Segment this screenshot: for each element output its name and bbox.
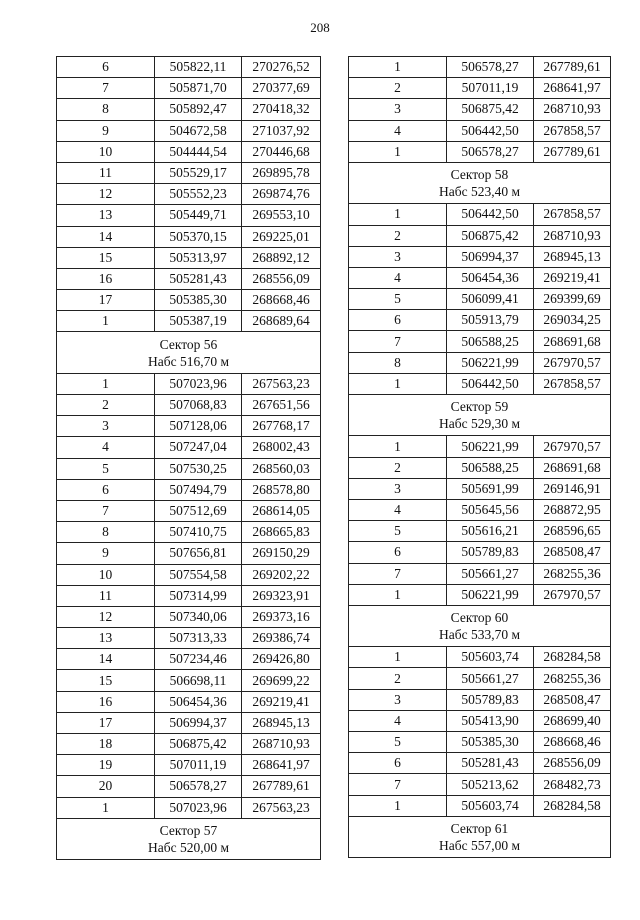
x-coordinate-cell: 506588,25 [447,457,534,478]
x-coordinate-cell: 506875,42 [155,734,242,755]
point-number-cell: 6 [349,542,447,563]
sector-title: Сектор 60 [450,610,509,626]
table-row [349,584,611,605]
point-number-cell: 14 [57,226,155,247]
point-number-cell: 3 [349,478,447,499]
table-row [57,500,321,521]
x-coordinate-cell: 507554,58 [155,564,242,585]
x-coordinate-cell: 506994,37 [447,246,534,267]
y-coordinate-cell: 270276,52 [242,57,321,78]
y-coordinate-cell: 268691,68 [534,331,611,352]
point-number-cell: 5 [57,458,155,479]
table-row [57,691,321,712]
x-coordinate-cell: 506588,25 [447,331,534,352]
y-coordinate-cell: 267563,23 [242,797,321,818]
table-row [349,457,611,478]
table-row [349,774,611,795]
y-coordinate-cell: 268641,97 [242,755,321,776]
x-coordinate-cell: 507314,99 [155,585,242,606]
table-row [57,373,321,394]
table-row [57,416,321,437]
point-number-cell: 3 [57,416,155,437]
sector-header-row [57,332,321,373]
sector-header [57,332,321,373]
table-row [349,310,611,331]
y-coordinate-cell: 269146,91 [534,478,611,499]
table-row [57,141,321,162]
point-number-cell: 3 [349,246,447,267]
table-row [57,755,321,776]
table-row [349,57,611,78]
table-row [349,204,611,225]
y-coordinate-cell: 269699,22 [242,670,321,691]
point-number-cell: 4 [349,710,447,731]
table-row [57,57,321,78]
sector-header-row [349,816,611,857]
point-number-cell: 7 [349,774,447,795]
y-coordinate-cell: 269150,29 [242,543,321,564]
point-number-cell: 4 [349,120,447,141]
sector-header-row [349,162,611,203]
sector-height: Набс 557,00 м [438,837,521,853]
y-coordinate-cell: 268668,46 [242,290,321,311]
y-coordinate-cell: 268560,03 [242,458,321,479]
table-row [57,268,321,289]
sector-header [349,816,611,857]
x-coordinate-cell: 506221,99 [447,436,534,457]
x-coordinate-cell: 506578,27 [447,141,534,162]
y-coordinate-cell: 268689,64 [242,311,321,332]
sector-header [349,162,611,203]
point-number-cell: 2 [57,395,155,416]
y-coordinate-cell: 268710,93 [242,734,321,755]
table-row [349,78,611,99]
point-number-cell: 1 [349,57,447,78]
table-row [349,267,611,288]
x-coordinate-cell: 505616,21 [447,521,534,542]
point-number-cell: 7 [349,331,447,352]
point-number-cell: 12 [57,184,155,205]
x-coordinate-cell: 507313,33 [155,628,242,649]
point-number-cell: 6 [349,310,447,331]
point-number-cell: 14 [57,649,155,670]
point-number-cell: 18 [57,734,155,755]
point-number-cell: 4 [349,267,447,288]
point-number-cell: 1 [57,797,155,818]
x-coordinate-cell: 505789,83 [447,542,534,563]
x-coordinate-cell: 505385,30 [155,290,242,311]
point-number-cell: 9 [57,543,155,564]
table-row [349,563,611,584]
x-coordinate-cell: 505871,70 [155,78,242,99]
table-row [57,311,321,332]
point-number-cell: 6 [57,479,155,500]
table-row [57,776,321,797]
y-coordinate-cell: 267768,17 [242,416,321,437]
x-coordinate-cell: 507410,75 [155,522,242,543]
table-row [57,797,321,818]
x-coordinate-cell: 506454,36 [155,691,242,712]
x-coordinate-cell: 505691,99 [447,478,534,499]
table-row [57,395,321,416]
table-row [349,732,611,753]
table-row [349,753,611,774]
y-coordinate-cell: 269399,69 [534,289,611,310]
table-row [349,647,611,668]
table-row [349,478,611,499]
point-number-cell: 3 [349,99,447,120]
table-row [57,543,321,564]
x-coordinate-cell: 506698,11 [155,670,242,691]
y-coordinate-cell: 270446,68 [242,141,321,162]
y-coordinate-cell: 268641,97 [534,78,611,99]
table-row [349,225,611,246]
x-coordinate-cell: 505387,19 [155,311,242,332]
coordinates-table-left [56,56,321,860]
point-number-cell: 20 [57,776,155,797]
x-coordinate-cell: 507023,96 [155,373,242,394]
x-coordinate-cell: 505603,74 [447,795,534,816]
y-coordinate-cell: 269202,22 [242,564,321,585]
table-row [349,499,611,520]
x-coordinate-cell: 505213,62 [447,774,534,795]
table-row [57,184,321,205]
table-row [57,479,321,500]
sector-header-row [349,605,611,646]
x-coordinate-cell: 507234,46 [155,649,242,670]
y-coordinate-cell: 268284,58 [534,647,611,668]
x-coordinate-cell: 505370,15 [155,226,242,247]
table-row [349,331,611,352]
table-row [57,78,321,99]
y-coordinate-cell: 268284,58 [534,795,611,816]
coordinates-table-right-body [349,57,611,858]
y-coordinate-cell: 267789,61 [534,141,611,162]
x-coordinate-cell: 505913,79 [447,310,534,331]
table-row [57,564,321,585]
x-coordinate-cell: 507068,83 [155,395,242,416]
y-coordinate-cell: 270418,32 [242,99,321,120]
x-coordinate-cell: 507011,19 [155,755,242,776]
y-coordinate-cell: 267789,61 [534,57,611,78]
point-number-cell: 13 [57,628,155,649]
table-row [349,373,611,394]
y-coordinate-cell: 269895,78 [242,162,321,183]
y-coordinate-cell: 268255,36 [534,563,611,584]
point-number-cell: 1 [57,311,155,332]
point-number-cell: 7 [349,563,447,584]
x-coordinate-cell: 506578,27 [155,776,242,797]
table-row [57,290,321,311]
table-row [349,689,611,710]
table-row [349,795,611,816]
point-number-cell: 1 [349,584,447,605]
y-coordinate-cell: 268556,09 [242,268,321,289]
y-coordinate-cell: 268691,68 [534,457,611,478]
table-row [57,247,321,268]
x-coordinate-cell: 506994,37 [155,712,242,733]
x-coordinate-cell: 505789,83 [447,689,534,710]
point-number-cell: 7 [57,500,155,521]
table-row [57,628,321,649]
table-row [349,120,611,141]
x-coordinate-cell: 505385,30 [447,732,534,753]
sector-height: Набс 533,70 м [438,627,521,643]
x-coordinate-cell: 507494,79 [155,479,242,500]
table-row [57,437,321,458]
point-number-cell: 6 [57,57,155,78]
point-number-cell: 1 [349,141,447,162]
y-coordinate-cell: 268710,93 [534,225,611,246]
point-number-cell: 11 [57,162,155,183]
x-coordinate-cell: 506099,41 [447,289,534,310]
y-coordinate-cell: 270377,69 [242,78,321,99]
x-coordinate-cell: 505413,90 [447,710,534,731]
y-coordinate-cell: 268556,09 [534,753,611,774]
x-coordinate-cell: 505281,43 [155,268,242,289]
x-coordinate-cell: 506454,36 [447,267,534,288]
x-coordinate-cell: 507023,96 [155,797,242,818]
x-coordinate-cell: 506875,42 [447,225,534,246]
point-number-cell: 2 [349,78,447,99]
table-row [349,99,611,120]
x-coordinate-cell: 505892,47 [155,99,242,120]
x-coordinate-cell: 506221,99 [447,584,534,605]
table-row [57,606,321,627]
page-number: 208 [310,20,330,35]
point-number-cell: 11 [57,585,155,606]
point-number-cell: 16 [57,268,155,289]
x-coordinate-cell: 506442,50 [447,204,534,225]
x-coordinate-cell: 507656,81 [155,543,242,564]
x-coordinate-cell: 506221,99 [447,352,534,373]
y-coordinate-cell: 269225,01 [242,226,321,247]
table-row [57,522,321,543]
y-coordinate-cell: 269426,80 [242,649,321,670]
x-coordinate-cell: 507340,06 [155,606,242,627]
table-row [349,521,611,542]
y-coordinate-cell: 268596,65 [534,521,611,542]
x-coordinate-cell: 505661,27 [447,668,534,689]
y-coordinate-cell: 267789,61 [242,776,321,797]
sector-height: Набс 523,40 м [438,184,521,200]
x-coordinate-cell: 506442,50 [447,120,534,141]
table-row [57,99,321,120]
y-coordinate-cell: 268665,83 [242,522,321,543]
table-row [57,458,321,479]
x-coordinate-cell: 507247,04 [155,437,242,458]
y-coordinate-cell: 268668,46 [534,732,611,753]
x-coordinate-cell: 505313,97 [155,247,242,268]
point-number-cell: 17 [57,290,155,311]
y-coordinate-cell: 267651,56 [242,395,321,416]
point-number-cell: 5 [349,289,447,310]
point-number-cell: 1 [349,436,447,457]
coordinates-table-right [348,56,611,858]
point-number-cell: 6 [349,753,447,774]
point-number-cell: 8 [349,352,447,373]
x-coordinate-cell: 505645,56 [447,499,534,520]
y-coordinate-cell: 268945,13 [534,246,611,267]
y-coordinate-cell: 269034,25 [534,310,611,331]
table-row [349,710,611,731]
point-number-cell: 1 [349,373,447,394]
table-row [349,141,611,162]
table-row [349,352,611,373]
y-coordinate-cell: 268892,12 [242,247,321,268]
point-number-cell: 8 [57,522,155,543]
y-coordinate-cell: 269386,74 [242,628,321,649]
x-coordinate-cell: 504444,54 [155,141,242,162]
x-coordinate-cell: 507530,25 [155,458,242,479]
y-coordinate-cell: 268699,40 [534,710,611,731]
x-coordinate-cell: 505822,11 [155,57,242,78]
y-coordinate-cell: 268002,43 [242,437,321,458]
point-number-cell: 12 [57,606,155,627]
y-coordinate-cell: 267858,57 [534,120,611,141]
sector-header [349,395,611,436]
point-number-cell: 4 [349,499,447,520]
y-coordinate-cell: 269373,16 [242,606,321,627]
point-number-cell: 1 [349,204,447,225]
point-number-cell: 5 [349,521,447,542]
y-coordinate-cell: 268578,80 [242,479,321,500]
table-row [349,668,611,689]
table-row [57,585,321,606]
y-coordinate-cell: 267563,23 [242,373,321,394]
sector-height: Набс 520,00 м [147,839,230,855]
table-row [57,649,321,670]
point-number-cell: 5 [349,732,447,753]
y-coordinate-cell: 267970,57 [534,436,611,457]
x-coordinate-cell: 504672,58 [155,120,242,141]
y-coordinate-cell: 267858,57 [534,373,611,394]
coordinates-table-left-body [57,57,321,860]
sector-header [349,605,611,646]
sector-title: Сектор 56 [159,336,218,352]
x-coordinate-cell: 506578,27 [447,57,534,78]
point-number-cell: 2 [349,668,447,689]
y-coordinate-cell: 268255,36 [534,668,611,689]
x-coordinate-cell: 505281,43 [447,753,534,774]
x-coordinate-cell: 505661,27 [447,563,534,584]
table-row [57,205,321,226]
y-coordinate-cell: 268945,13 [242,712,321,733]
point-number-cell: 4 [57,437,155,458]
y-coordinate-cell: 267970,57 [534,584,611,605]
x-coordinate-cell: 506875,42 [447,99,534,120]
x-coordinate-cell: 505449,71 [155,205,242,226]
sector-height: Набс 516,70 м [147,353,230,369]
point-number-cell: 3 [349,689,447,710]
point-number-cell: 1 [349,795,447,816]
point-number-cell: 8 [57,99,155,120]
x-coordinate-cell: 505603,74 [447,647,534,668]
table-row [57,120,321,141]
y-coordinate-cell: 268508,47 [534,542,611,563]
sector-title: Сектор 59 [450,399,509,415]
y-coordinate-cell: 269553,10 [242,205,321,226]
sector-title: Сектор 61 [450,820,509,836]
sector-title: Сектор 57 [159,822,218,838]
y-coordinate-cell: 268508,47 [534,689,611,710]
table-row [57,712,321,733]
point-number-cell: 9 [57,120,155,141]
table-row [349,542,611,563]
table-row [349,246,611,267]
y-coordinate-cell: 267970,57 [534,352,611,373]
point-number-cell: 1 [57,373,155,394]
sector-title: Сектор 58 [450,167,509,183]
point-number-cell: 17 [57,712,155,733]
point-number-cell: 10 [57,141,155,162]
sector-header-row [57,818,321,859]
table-row [57,670,321,691]
point-number-cell: 13 [57,205,155,226]
table-row [349,436,611,457]
point-number-cell: 2 [349,457,447,478]
y-coordinate-cell: 269323,91 [242,585,321,606]
table-row [349,289,611,310]
sector-header [57,818,321,859]
y-coordinate-cell: 269874,76 [242,184,321,205]
point-number-cell: 1 [349,647,447,668]
y-coordinate-cell: 269219,41 [534,267,611,288]
y-coordinate-cell: 269219,41 [242,691,321,712]
y-coordinate-cell: 271037,92 [242,120,321,141]
point-number-cell: 16 [57,691,155,712]
x-coordinate-cell: 507512,69 [155,500,242,521]
x-coordinate-cell: 505529,17 [155,162,242,183]
table-row [57,734,321,755]
x-coordinate-cell: 507128,06 [155,416,242,437]
sector-height: Набс 529,30 м [438,416,521,432]
sector-header-row [349,395,611,436]
x-coordinate-cell: 505552,23 [155,184,242,205]
y-coordinate-cell: 268710,93 [534,99,611,120]
point-number-cell: 15 [57,670,155,691]
y-coordinate-cell: 268482,73 [534,774,611,795]
y-coordinate-cell: 267858,57 [534,204,611,225]
point-number-cell: 19 [57,755,155,776]
x-coordinate-cell: 507011,19 [447,78,534,99]
point-number-cell: 15 [57,247,155,268]
y-coordinate-cell: 268872,95 [534,499,611,520]
table-row [57,162,321,183]
table-row [57,226,321,247]
point-number-cell: 10 [57,564,155,585]
point-number-cell: 2 [349,225,447,246]
point-number-cell: 7 [57,78,155,99]
y-coordinate-cell: 268614,05 [242,500,321,521]
x-coordinate-cell: 506442,50 [447,373,534,394]
